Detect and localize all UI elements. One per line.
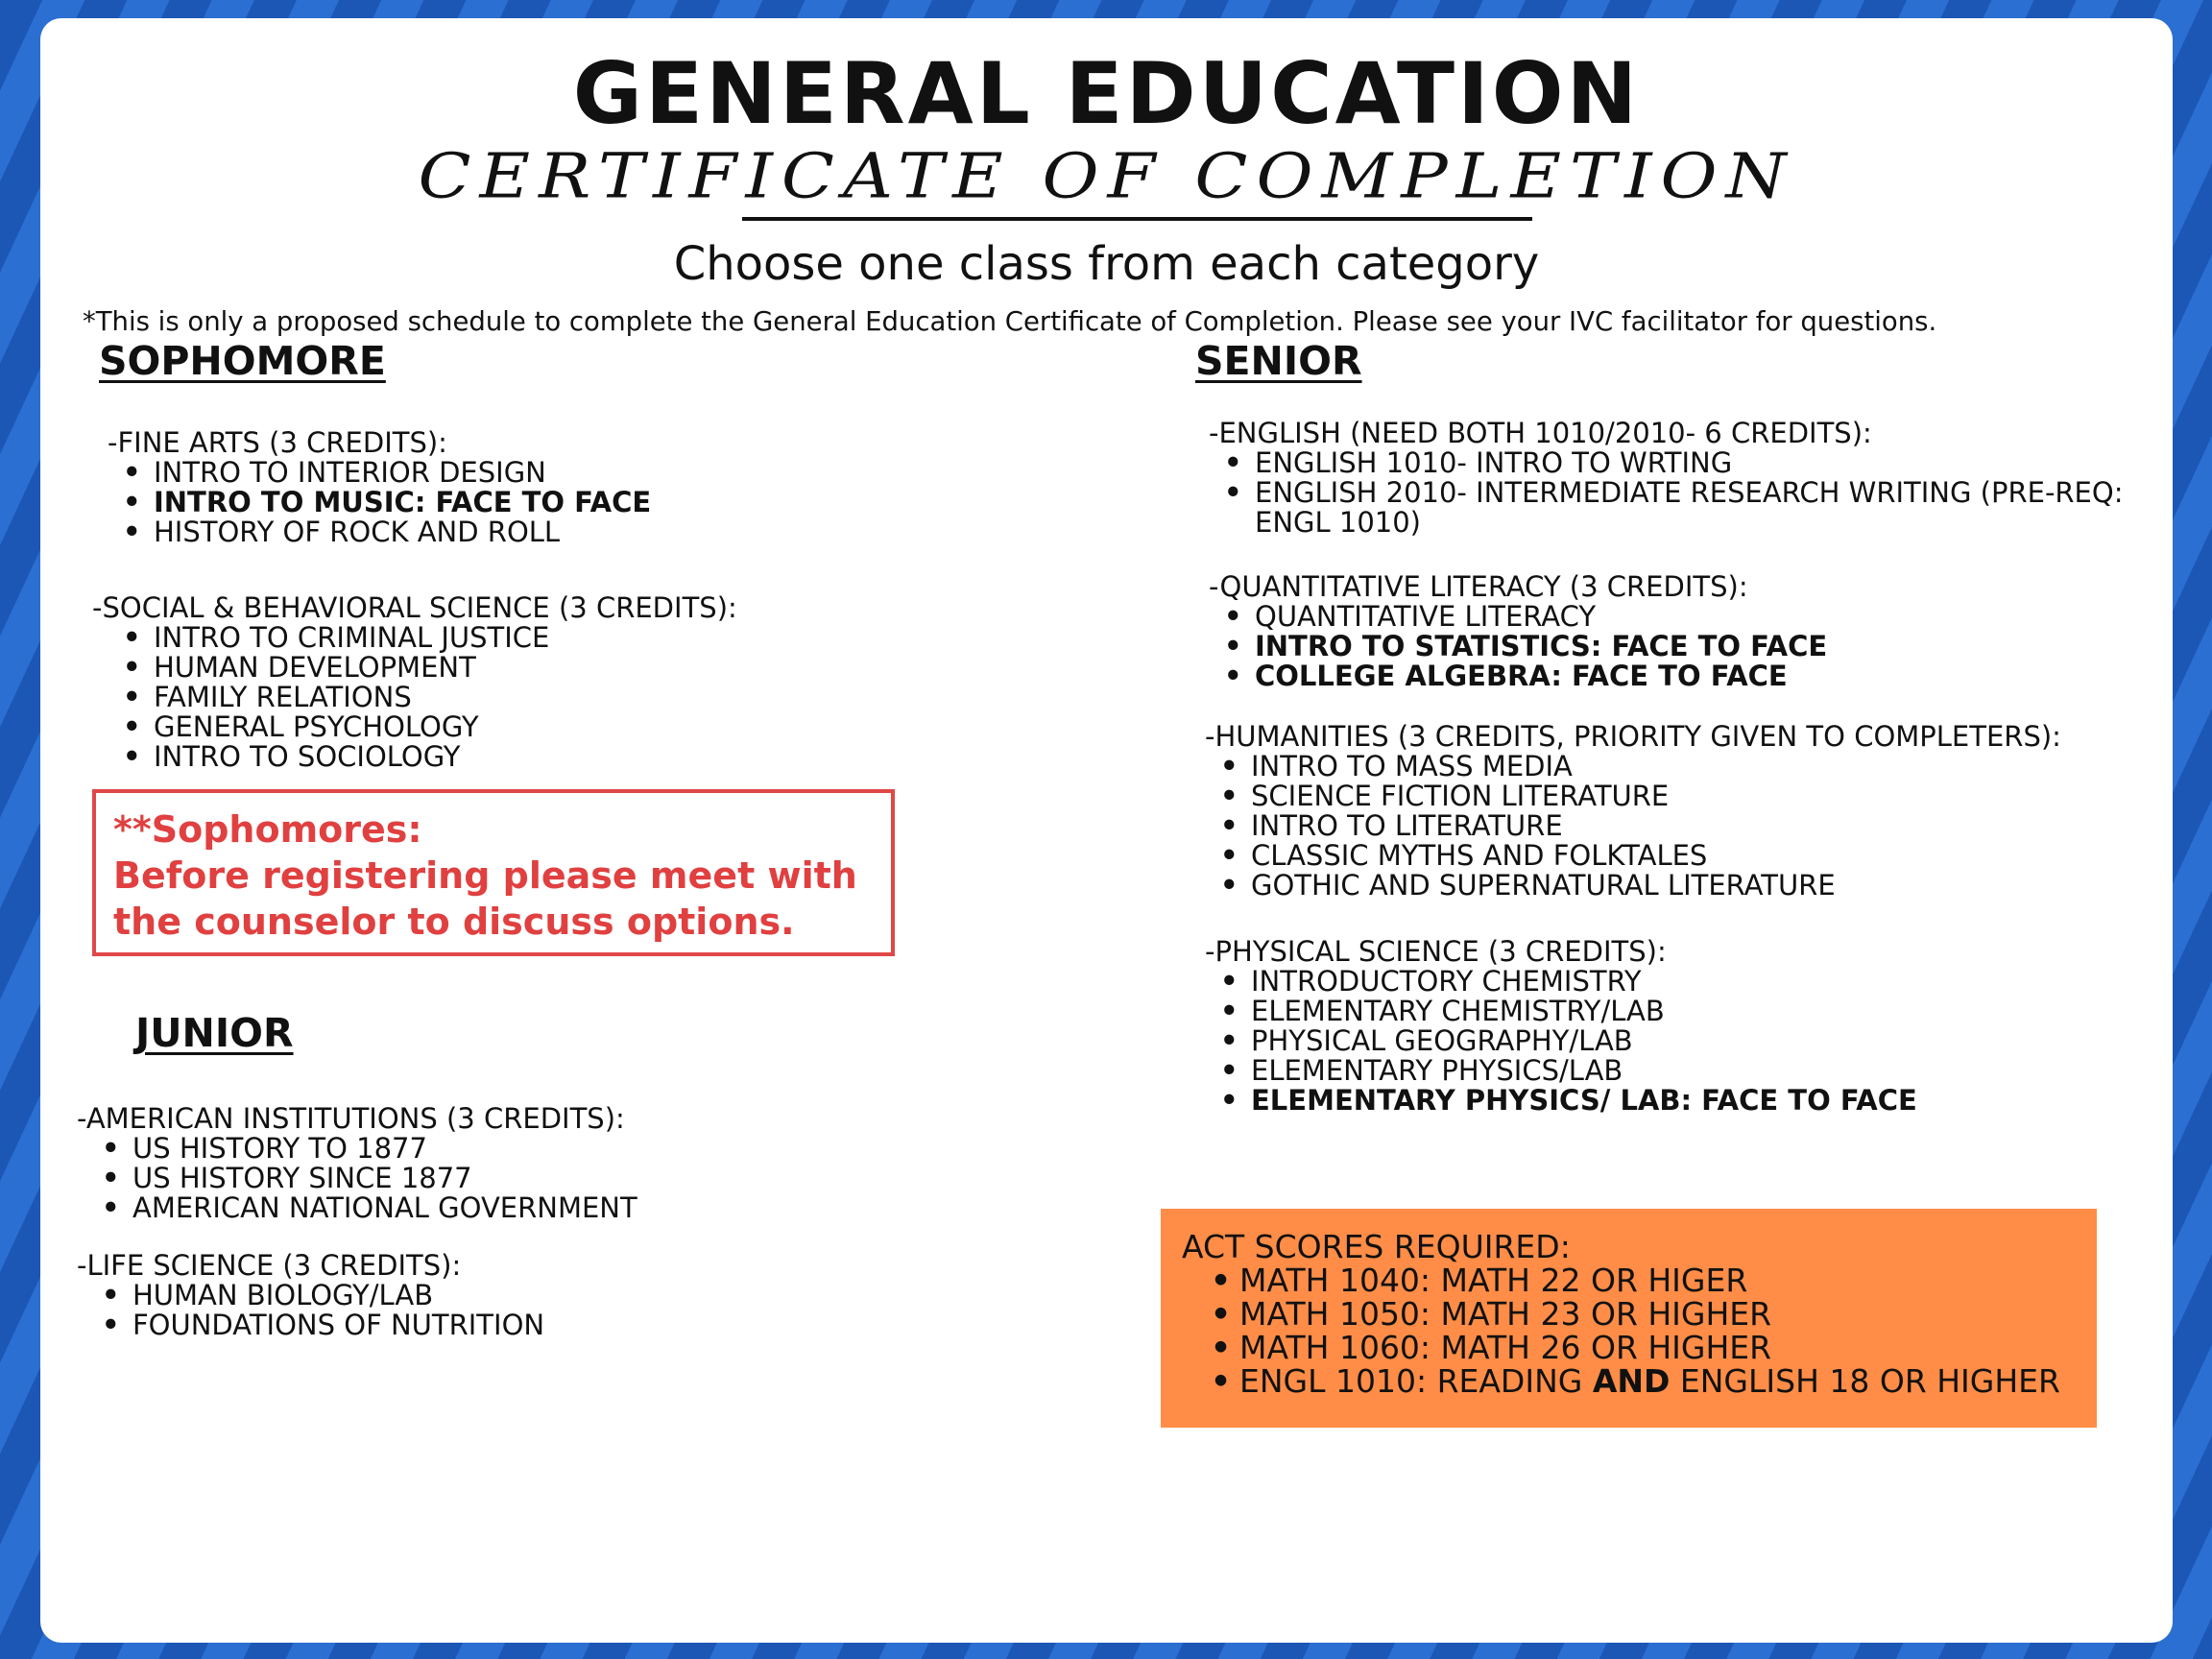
course-item: • ELEMENTARY PHYSICS/LAB <box>1213 1056 1917 1086</box>
course-item: • HUMAN BIOLOGY/LAB <box>94 1281 544 1310</box>
course-list <box>94 1134 637 1223</box>
course-list <box>94 1281 544 1340</box>
course-list <box>115 458 651 547</box>
course-item: • COLLEGE ALGEBRA: FACE TO FACE <box>1216 661 1827 691</box>
category-title: -FINE ARTS (3 CREDITS): <box>108 426 447 459</box>
course-item: • FOUNDATIONS OF NUTRITION <box>94 1310 544 1340</box>
course-list <box>1216 448 2128 538</box>
course-item: • GENERAL PSYCHOLOGY <box>115 712 737 742</box>
disclaimer-text: *This is only a proposed schedule to complete the General Education Certificate of Completion. Please see your IVC facilitator for questions. <box>83 306 1937 337</box>
course-item: • SCIENCE FICTION LITERATURE <box>1213 781 2061 811</box>
act-scores-box <box>1161 1209 2097 1428</box>
course-item: • FAMILY RELATIONS <box>115 683 737 712</box>
instruction-text: Choose one class from each category <box>673 237 1540 291</box>
category-title: -LIFE SCIENCE (3 CREDITS): <box>77 1249 462 1282</box>
act-engl-suffix: ENGLISH 18 OR HIGHER <box>1679 1362 2060 1400</box>
act-item: • MATH 1040: MATH 22 OR HIGER <box>1182 1263 2076 1297</box>
page-title: GENERAL EDUCATION <box>572 44 1641 143</box>
notice-body: Before registering please meet with the counselor to discuss options. <box>113 854 857 943</box>
senior-heading: SENIOR <box>1195 338 1362 384</box>
sophomore-notice <box>92 789 895 956</box>
course-list <box>1213 967 1917 1116</box>
category-title: -SOCIAL & BEHAVIORAL SCIENCE (3 CREDITS): <box>92 591 737 624</box>
course-item: • INTRODUCTORY CHEMISTRY <box>1213 967 1917 997</box>
certificate-card <box>40 18 2173 1643</box>
act-title: ACT SCORES REQUIRED: <box>1182 1228 1571 1265</box>
course-item: • US HISTORY TO 1877 <box>94 1134 637 1164</box>
physical-science-section <box>1205 937 1917 1116</box>
life-science-section <box>77 1251 544 1340</box>
act-item: • MATH 1060: MATH 26 OR HIGHER <box>1182 1331 2076 1364</box>
american-institutions-section <box>77 1104 637 1223</box>
course-item: • INTRO TO SOCIOLOGY <box>115 742 737 772</box>
course-item: • QUANTITATIVE LITERACY <box>1216 602 1827 632</box>
course-item: • INTRO TO CRIMINAL JUSTICE <box>115 623 737 653</box>
course-item: • INTRO TO INTERIOR DESIGN <box>115 458 651 488</box>
english-section <box>1209 419 2150 538</box>
fine-arts-section <box>108 428 651 547</box>
sophomore-heading: SOPHOMORE <box>99 338 386 384</box>
junior-heading: JUNIOR <box>135 1010 294 1056</box>
course-list <box>1213 752 2061 901</box>
category-title: -QUANTITATIVE LITERACY (3 CREDITS): <box>1209 570 1748 603</box>
social-science-section <box>92 593 737 772</box>
course-item: • AMERICAN NATIONAL GOVERNMENT <box>94 1193 637 1223</box>
notice-heading: **Sophomores: <box>113 808 422 851</box>
category-title: -PHYSICAL SCIENCE (3 CREDITS): <box>1205 935 1667 968</box>
course-list <box>115 623 737 772</box>
act-engl-and: AND <box>1592 1362 1671 1400</box>
course-item: • PHYSICAL GEOGRAPHY/LAB <box>1213 1026 1917 1056</box>
act-list <box>1182 1263 2076 1398</box>
category-title: -AMERICAN INSTITUTIONS (3 CREDITS): <box>77 1102 625 1135</box>
course-item: • CLASSIC MYTHS AND FOLKTALES <box>1213 841 2061 871</box>
course-item: • ELEMENTARY CHEMISTRY/LAB <box>1213 997 1917 1026</box>
act-item <box>1182 1364 2076 1398</box>
category-title: -HUMANITIES (3 CREDITS, PRIORITY GIVEN TO COMPLETERS): <box>1205 720 2061 753</box>
course-item: • INTRO TO MASS MEDIA <box>1213 752 2061 781</box>
act-item: • MATH 1050: MATH 23 OR HIGHER <box>1182 1297 2076 1331</box>
course-item: • ELEMENTARY PHYSICS/ LAB: FACE TO FACE <box>1213 1086 1917 1116</box>
course-item: • INTRO TO STATISTICS: FACE TO FACE <box>1216 632 1827 661</box>
course-item: • ENGLISH 1010- INTRO TO WRTING <box>1216 448 2128 478</box>
course-item: • INTRO TO MUSIC: FACE TO FACE <box>115 488 651 517</box>
course-item: • HUMAN DEVELOPMENT <box>115 653 737 683</box>
humanities-section <box>1205 722 2061 901</box>
course-item: • HISTORY OF ROCK AND ROLL <box>115 517 651 547</box>
course-item: • GOTHIC AND SUPERNATURAL LITERATURE <box>1213 871 2061 901</box>
category-title: -ENGLISH (NEED BOTH 1010/2010- 6 CREDITS): <box>1209 417 1872 449</box>
page-subtitle: CERTIFICATE OF COMPLETION <box>418 139 1795 212</box>
title-divider <box>742 217 1532 221</box>
quantitative-literacy-section <box>1209 572 1827 691</box>
act-engl-prefix: ENGL 1010: READING <box>1239 1362 1583 1400</box>
course-item: • ENGLISH 2010- INTERMEDIATE RESEARCH WRITING (PRE-REQ: ENGL 1010) <box>1216 478 2128 538</box>
course-item: • US HISTORY SINCE 1877 <box>94 1164 637 1193</box>
course-list <box>1216 602 1827 691</box>
course-item: • INTRO TO LITERATURE <box>1213 811 2061 841</box>
